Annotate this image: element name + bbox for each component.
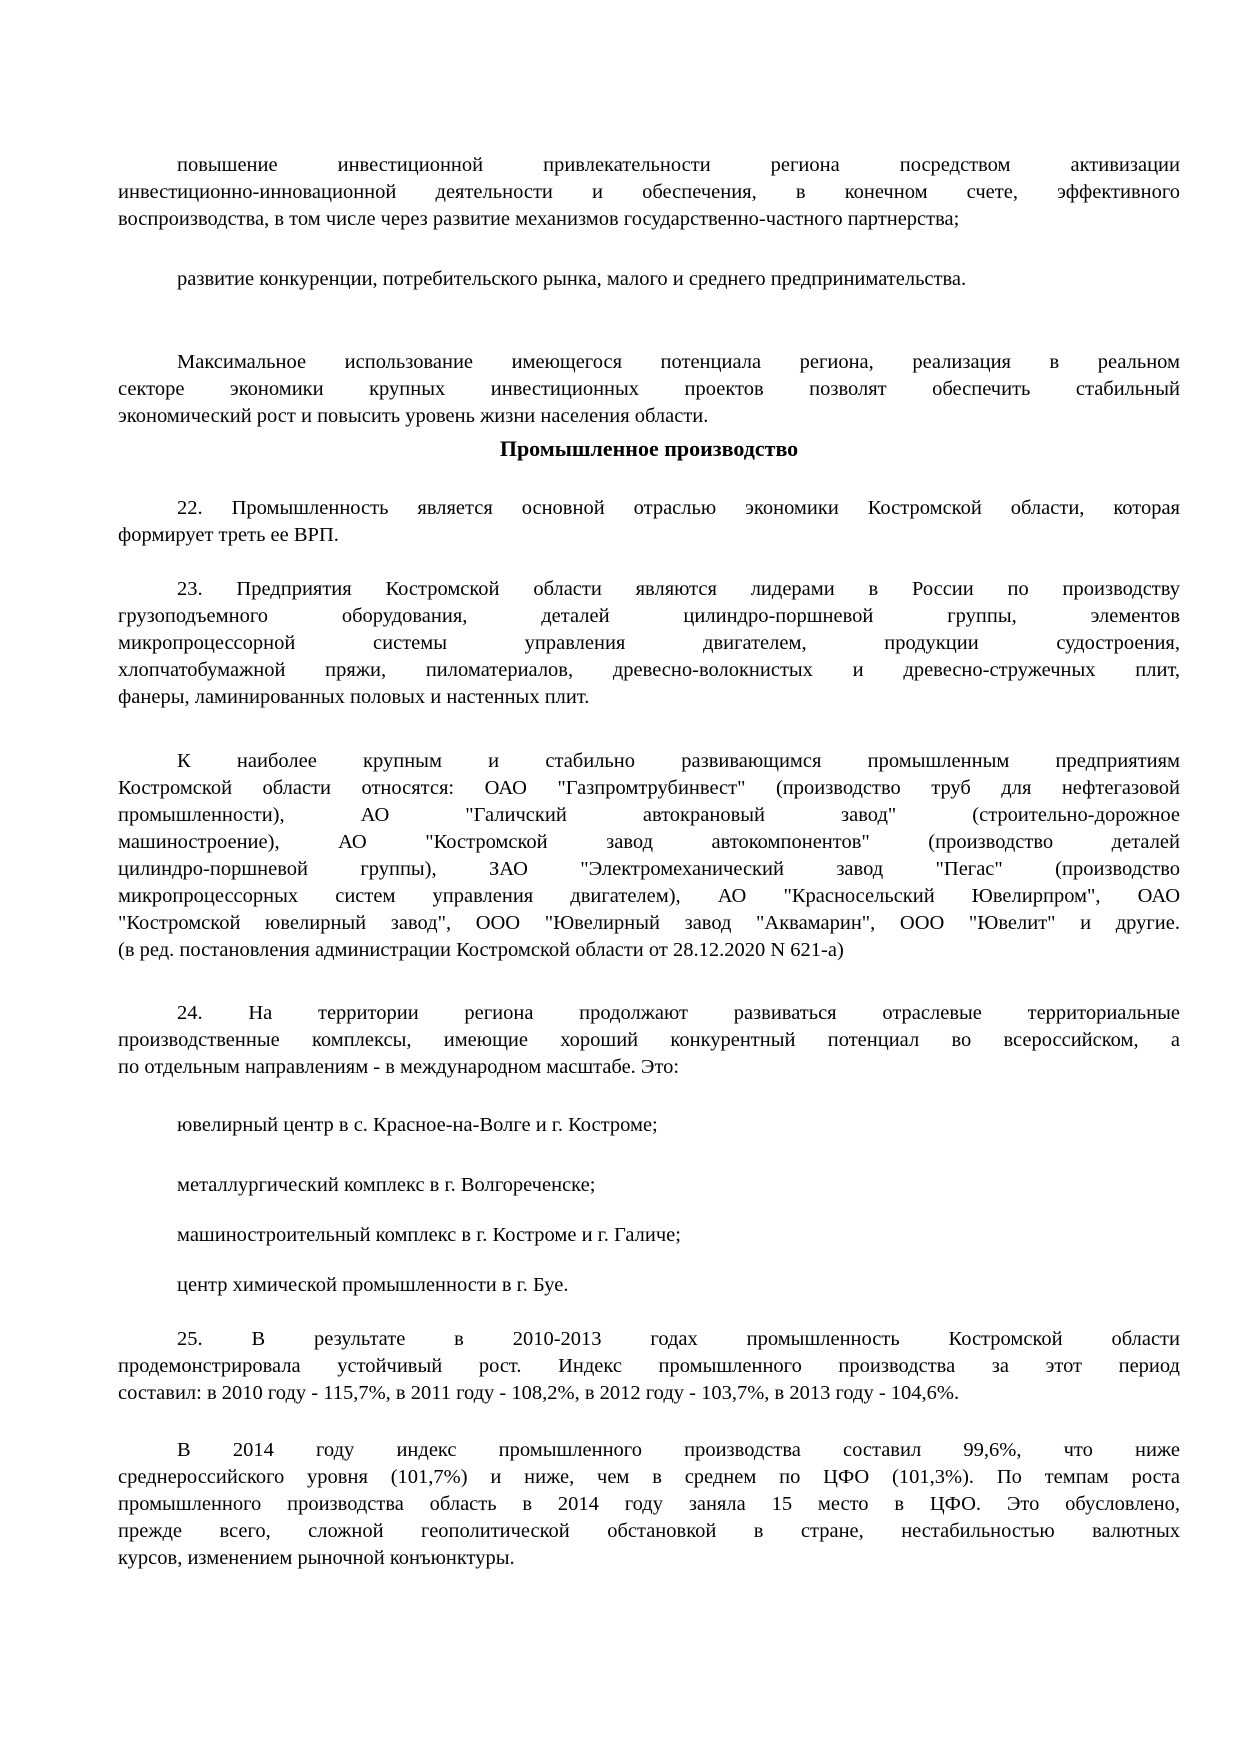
paragraph-line: курсов, изменением рыночной конъюнктуры. <box>118 1547 515 1569</box>
paragraph <box>118 748 1180 964</box>
paragraph <box>118 1112 1180 1139</box>
paragraph-line: развитие конкуренции, потребительского рынка, малого и среднего предпринимательства. <box>177 268 967 290</box>
paragraph-line: фанеры, ламинированных половых и настенных плит. <box>118 686 590 708</box>
paragraph <box>118 152 1180 233</box>
paragraph-line: составил: в 2010 году - 115,7%, в 2011 году - 108,2%, в 2012 году - 103,7%, в 2013 году - 104,6%. <box>118 1382 960 1404</box>
paragraph-line: по отдельным направлениям - в международном масштабе. Это: <box>118 1056 680 1078</box>
paragraph-line: 23. Предприятия Костромской области являются лидерами в России по производству <box>177 578 1180 600</box>
paragraph-line: К наиболее крупным и стабильно развивающимся промышленным предприятиям <box>177 750 1180 772</box>
paragraph-line: металлургический комплекс в г. Волгореченске; <box>177 1174 596 1196</box>
paragraph-line: формирует треть ее ВРП. <box>118 524 339 546</box>
paragraph <box>118 1326 1180 1407</box>
paragraph-line: микропроцессорных систем управления двигателем), АО "Красносельский Ювелирпром", ОАО <box>118 885 1180 907</box>
paragraph-line: воспроизводства, в том числе через развитие механизмов государственно-частного партнерства; <box>118 208 960 230</box>
paragraph-line: ювелирный центр в с. Красное-на-Волге и г. Костроме; <box>177 1114 658 1136</box>
paragraph-line: 24. На территории региона продолжают развиваться отраслевые территориальные <box>177 1002 1180 1024</box>
paragraph-line: инвестиционно-инновационной деятельности и обеспечения, в конечном счете, эффективного <box>118 181 1180 203</box>
paragraph <box>118 1222 1180 1249</box>
paragraph-line: В 2014 году индекс промышленного производства составил 99,6%, что ниже <box>177 1439 1180 1461</box>
paragraph-line: (в ред. постановления администрации Костромской области от 28.12.2020 N 621-а) <box>118 939 844 961</box>
paragraph <box>118 266 1180 293</box>
paragraph-line: промышленного производства область в 2014 году заняла 15 место в ЦФО. Это обусловлено, <box>118 1493 1180 1515</box>
paragraph <box>118 1172 1180 1199</box>
paragraph-line: микропроцессорной системы управления двигателем, продукции судостроения, <box>118 632 1180 654</box>
paragraph <box>118 349 1180 430</box>
paragraph <box>118 576 1180 711</box>
paragraph-line: цилиндро-поршневой группы), ЗАО "Электромеханический завод "Пегас" (производство <box>118 858 1180 880</box>
paragraph-line: среднероссийского уровня (101,7%) и ниже, чем в среднем по ЦФО (101,3%). По темпам роста <box>118 1466 1180 1488</box>
paragraph-line: промышленности), АО "Галичский автокрановый завод" (строительно-дорожное <box>118 804 1180 826</box>
section-heading: Промышленное производство <box>499 436 799 461</box>
paragraph-line: "Костромской ювелирный завод", ООО "Ювелирный завод "Аквамарин", ООО "Ювелит" и другие. <box>118 912 1180 934</box>
paragraph-line: повышение инвестиционной привлекательности региона посредством активизации <box>177 154 1180 176</box>
paragraph-line: грузоподъемного оборудования, деталей цилиндро-поршневой группы, элементов <box>118 605 1180 627</box>
paragraph-line: экономический рост и повысить уровень жизни населения области. <box>118 405 709 427</box>
paragraph <box>118 1000 1180 1081</box>
paragraph-line: центр химической промышленности в г. Буе. <box>177 1274 569 1296</box>
paragraph <box>118 495 1180 549</box>
paragraph-line: хлопчатобумажной пряжи, пиломатериалов, древесно-волокнистых и древесно-стружечных плит, <box>118 659 1180 681</box>
paragraph-line: продемонстрировала устойчивый рост. Индекс промышленного производства за этот период <box>118 1355 1180 1377</box>
paragraph <box>118 1437 1180 1572</box>
paragraph-line: секторе экономики крупных инвестиционных проектов позволят обеспечить стабильный <box>118 378 1180 400</box>
paragraph-line: машиностроительный комплекс в г. Костроме и г. Галиче; <box>177 1224 681 1246</box>
paragraph-line: Костромской области относятся: ОАО "Газпромтрубинвест" (производство труб для нефтегазовой <box>118 777 1180 799</box>
paragraph <box>118 1272 1180 1299</box>
paragraph-line: Максимальное использование имеющегося потенциала региона, реализация в реальном <box>177 351 1180 373</box>
paragraph-line: 25. В результате в 2010-2013 годах промышленность Костромской области <box>177 1328 1180 1350</box>
paragraph-line: 22. Промышленность является основной отраслью экономики Костромской области, которая <box>177 497 1180 519</box>
paragraph-line: производственные комплексы, имеющие хороший конкурентный потенциал во всероссийском, а <box>118 1029 1180 1051</box>
paragraph-line: машиностроение), АО "Костромской завод автокомпонентов" (производство деталей <box>118 831 1180 853</box>
paragraph-line: прежде всего, сложной геополитической обстановкой в стране, нестабильностью валютных <box>118 1520 1180 1542</box>
